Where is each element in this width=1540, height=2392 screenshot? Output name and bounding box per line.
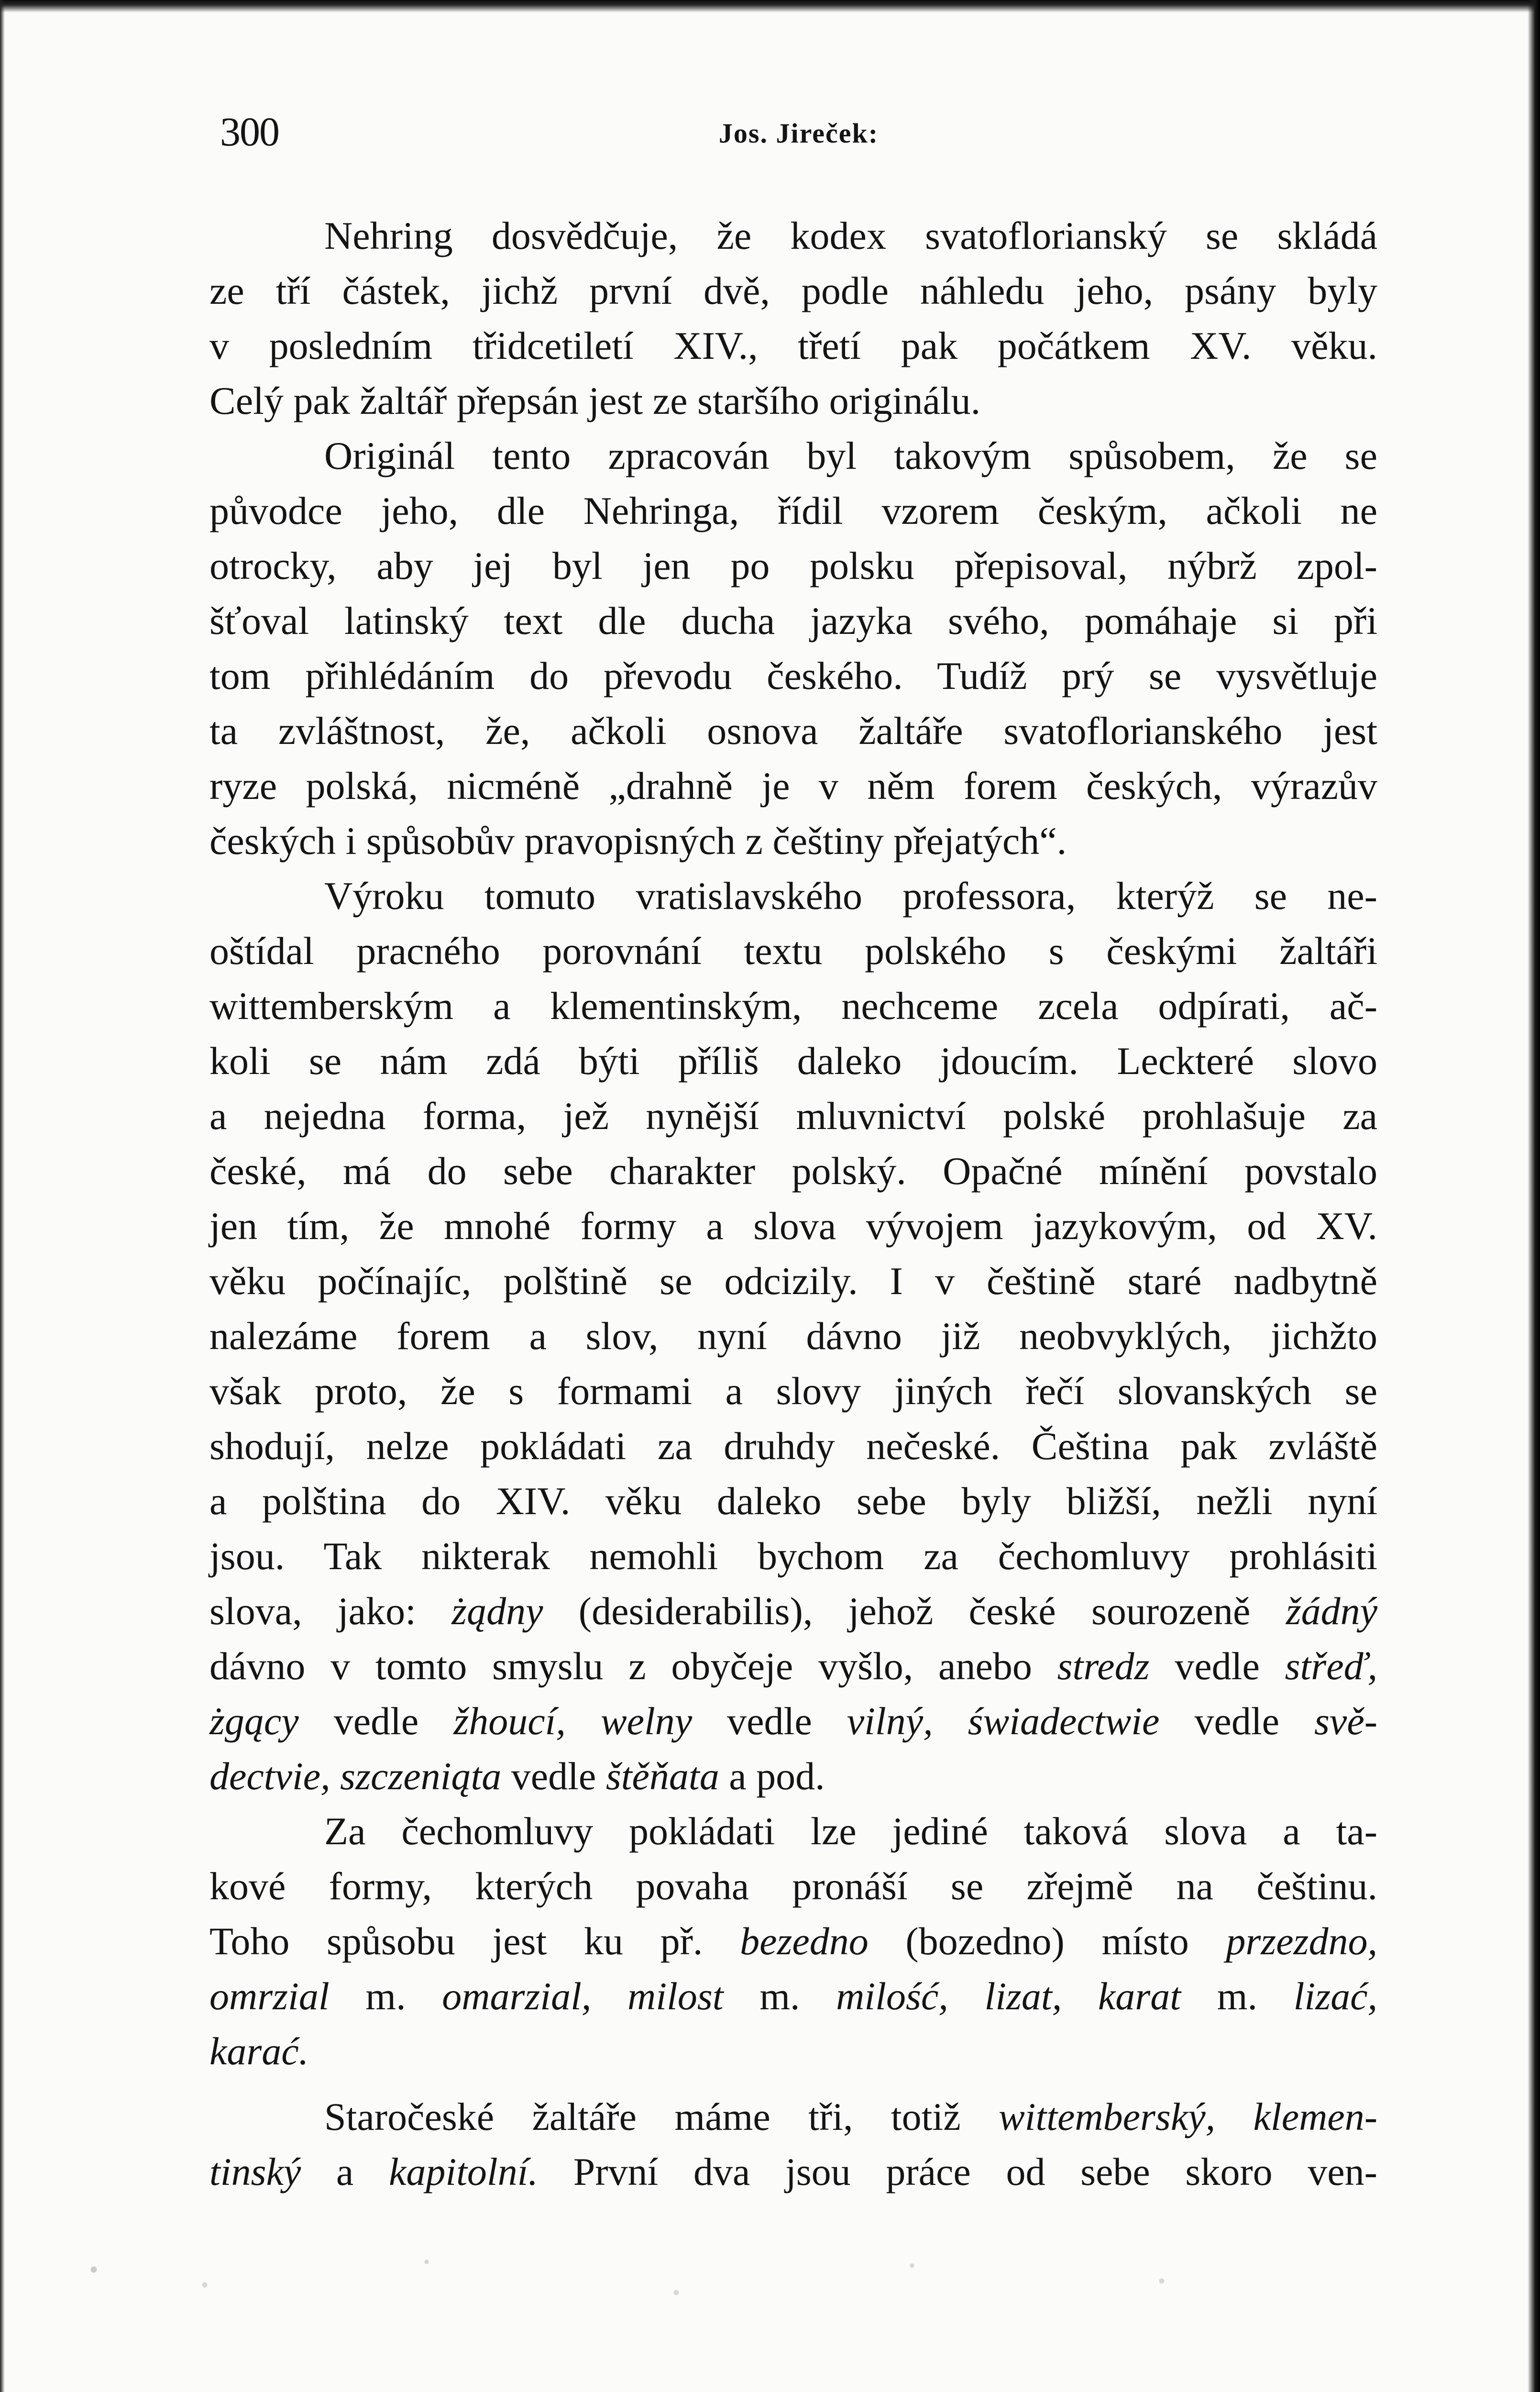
text-line: dávno v tomto smyslu z obyčeje vyšlo, anebo stredz vedle střeď, xyxy=(209,1644,1377,1688)
text-line: ta zvláštnost, že, ačkoli osnova žaltáře svatoflorianského jest xyxy=(209,709,1377,753)
page-number: 300 xyxy=(220,109,279,155)
scan-noise xyxy=(38,2239,1425,2315)
text-line: otrocky, aby jej byl jen po polsku přepisoval, nýbrž zpol- xyxy=(209,544,1377,587)
text-line: nalezáme forem a slov, nyní dávno již neobvyklých, jichžto xyxy=(209,1314,1377,1358)
text-line: českých i spůsobův pravopisných z češtiny přejatých“. xyxy=(209,819,1067,863)
italic-term: świadectwie xyxy=(968,1699,1160,1743)
text-line: a nejedna forma, jež nynější mluvnictví polské prohlašuje za xyxy=(209,1094,1377,1138)
italic-term: kapitolní. xyxy=(388,2150,538,2193)
italic-term: štěňata xyxy=(605,1754,719,1798)
text-line: jsou. Tak nikterak nemohli bychom za čechomluvy prohlásiti xyxy=(209,1534,1377,1578)
italic-term: omarzial, xyxy=(442,1974,592,2018)
italic-term: bezedno xyxy=(740,1919,869,1963)
italic-term: stredz xyxy=(1057,1644,1150,1688)
italic-term: svě- xyxy=(1314,1699,1378,1743)
text-line: tom přihlédáním do převodu českého. Tudíž prý se vysvětluje xyxy=(209,654,1377,698)
text-line: však proto, že s formami a slovy jiných řečí slovanských se xyxy=(209,1369,1377,1413)
text-line: jen tím, že mnohé formy a slova vývojem jazykovým, od XV. xyxy=(209,1204,1377,1248)
running-head: Jos. Jireček: xyxy=(718,118,879,149)
text-line: původce jeho, dle Nehringa, řídil vzorem českým, ačkoli ne xyxy=(209,489,1377,532)
italic-term: omrzial xyxy=(209,1974,330,2018)
scan-edge-top xyxy=(0,0,1540,12)
text-line: oštídal pracného porovnání textu polského s českými žaltáři xyxy=(209,929,1377,973)
page-header xyxy=(220,103,1377,160)
text-line: Toho spůsobu jest ku př. bezedno (bozedno) místo przezdno, xyxy=(209,1919,1377,1963)
italic-term: karat xyxy=(1098,1974,1181,2018)
text-line: a polština do XIV. věku daleko sebe byly bližší, nežli nyní xyxy=(209,1479,1377,1523)
paragraph xyxy=(209,428,1377,868)
italic-term: klemen- xyxy=(1253,2095,1378,2138)
text-line: Výroku tomuto vratislavského professora, kterýž se ne- xyxy=(324,874,1377,918)
text-line: Staročeské žaltáře máme tři, totiž wittemberský, klemen- xyxy=(324,2095,1378,2138)
italic-term: żgący xyxy=(209,1699,299,1743)
italic-term: střeď, xyxy=(1285,1644,1377,1688)
italic-term: żądny xyxy=(451,1589,543,1633)
paragraph xyxy=(209,868,1377,1804)
text-line: šťoval latinský text dle ducha jazyka svého, pomáhaje si při xyxy=(209,599,1377,642)
paragraph xyxy=(209,208,1377,428)
italic-term: wittemberský, xyxy=(998,2095,1216,2138)
italic-term: vilný, xyxy=(847,1699,933,1743)
text-line: Za čechomluvy pokládati lze jediné taková slova a ta- xyxy=(324,1809,1377,1853)
text-line: koli se nám zdá býti příliš daleko jdoucím. Leckteré slovo xyxy=(209,1039,1377,1083)
text-line: věku počínajíc, polštině se odcizily. I v češtině staré nadbytně xyxy=(209,1259,1377,1303)
scan-edge-left xyxy=(0,0,5,2392)
italic-term: karać. xyxy=(209,2029,309,2073)
text-line: slova, jako: żądny (desiderabilis), jehož české sourozeně žádný xyxy=(209,1589,1377,1633)
paragraph xyxy=(209,1804,1377,2079)
italic-term: žádný xyxy=(1286,1589,1377,1633)
text-line: omrzial m. omarzial, milost m. milość, lizat, karat m. lizać, xyxy=(209,1974,1378,2018)
italic-term: tinský xyxy=(209,2150,301,2193)
italic-term: žhoucí, xyxy=(453,1699,566,1743)
text-line: dectvie, szczeniąta vedle štěňata a pod. xyxy=(209,1754,825,1798)
text-line: kové formy, kterých povaha pronáší se zřejmě na češtinu. xyxy=(209,1864,1377,1908)
italic-term: lizat, xyxy=(984,1974,1062,2018)
text-line: żgący vedle žhoucí, welny vedle vilný, świadectwie vedle svě- xyxy=(209,1699,1378,1743)
text-line xyxy=(209,2024,1377,2079)
italic-term: lizać, xyxy=(1293,1974,1378,2018)
text-line: ryze polská, nicméně „drahně je v něm forem českých, výrazův xyxy=(209,764,1377,808)
text-line: v posledním třidcetiletí XIV., třetí pak počátkem XV. věku. xyxy=(209,324,1377,367)
italic-term: milość, xyxy=(836,1974,948,2018)
text-line: tinský a kapitolní. První dva jsou práce od sebe skoro ven- xyxy=(209,2150,1377,2193)
scan-edge-right xyxy=(1528,0,1540,2392)
text-line: Nehring dosvědčuje, že kodex svatoflorianský se skládá xyxy=(324,214,1377,257)
text-line: Originál tento zpracován byl takovým spůsobem, že se xyxy=(324,434,1377,477)
text-line: ze tří částek, jichž první dvě, podle náhledu jeho, psány byly xyxy=(209,269,1377,312)
text-line: shodují, nelze pokládati za druhdy nečeské. Čeština pak zvláště xyxy=(209,1424,1377,1468)
paragraph xyxy=(209,2089,1377,2199)
italic-term: szczeniąta xyxy=(340,1754,502,1798)
text-line: české, má do sebe charakter polský. Opačné mínění povstalo xyxy=(209,1149,1377,1193)
italic-term: welny xyxy=(600,1699,693,1743)
italic-term: milost xyxy=(627,1974,724,2018)
italic-term: dectvie, xyxy=(209,1754,330,1798)
body-text xyxy=(209,208,1377,2199)
text-line: Celý pak žaltář přepsán jest ze staršího originálu. xyxy=(209,379,981,422)
text-line: wittemberským a klementinským, nechceme zcela odpírati, ač- xyxy=(209,984,1377,1028)
italic-term: przezdno, xyxy=(1226,1919,1377,1963)
